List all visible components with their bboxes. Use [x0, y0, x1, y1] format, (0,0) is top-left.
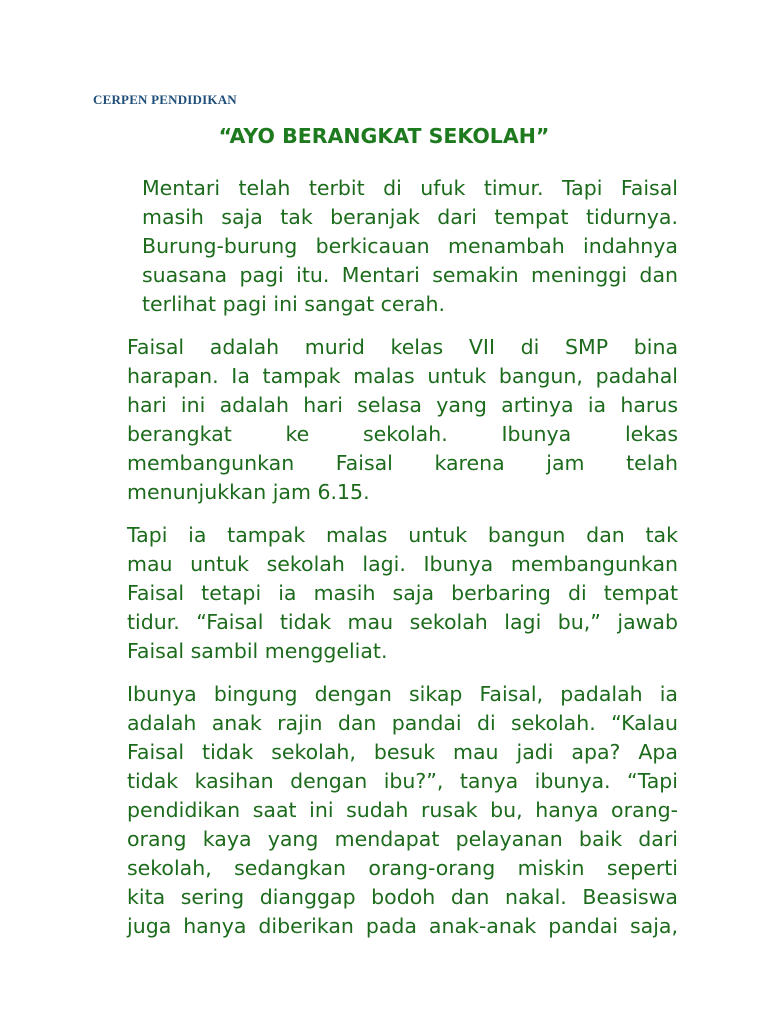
text-line: juga hanya diberikan pada anak-anak pandai saja, — [127, 914, 678, 938]
text-line: Faisal adalah murid kelas VII di SMP bina — [127, 335, 678, 359]
paragraph-1 — [92, 174, 678, 319]
text-line: adalah anak rajin dan pandai di sekolah. “Kalau — [127, 711, 678, 735]
text-line: masih saja tak beranjak dari tempat tidurnya. — [142, 205, 678, 229]
text-line: mau untuk sekolah lagi. Ibunya membangunkan — [127, 552, 678, 576]
paragraph-2 — [92, 333, 678, 507]
text-line: tidak kasihan dengan ibu?”, tanya ibunya. “Tapi — [127, 769, 678, 793]
story-body — [92, 174, 678, 955]
text-line: Faisal sambil menggeliat. — [127, 639, 388, 663]
text-line: Faisal tidak sekolah, besuk mau jadi apa? Apa — [127, 740, 678, 764]
text-line: Burung-burung berkicauan menambah indahnya — [142, 234, 678, 258]
text-line: suasana pagi itu. Mentari semakin meninggi dan — [142, 263, 678, 287]
paragraph-4 — [92, 680, 678, 941]
text-line: menunjukkan jam 6.15. — [127, 480, 370, 504]
text-line: kita sering dianggap bodoh dan nakal. Beasiswa — [127, 885, 678, 909]
text-line: tidur. “Faisal tidak mau sekolah lagi bu,” jawab — [127, 610, 678, 634]
text-line: orang kaya yang mendapat pelayanan baik dari — [127, 827, 678, 851]
document-kicker: CERPEN PENDIDIKAN — [93, 92, 237, 107]
text-line: Ibunya bingung dengan sikap Faisal, padalah ia — [127, 682, 678, 706]
story-title: “AYO BERANGKAT SEKOLAH” — [218, 124, 550, 148]
paragraph-3 — [92, 521, 678, 666]
text-line: membangunkan Faisal karena jam telah — [127, 451, 678, 475]
text-line: Mentari telah terbit di ufuk timur. Tapi Faisal — [142, 176, 678, 200]
text-line: harapan. Ia tampak malas untuk bangun, padahal — [127, 364, 678, 388]
text-line: sekolah, sedangkan orang-orang miskin seperti — [127, 856, 678, 880]
text-line: berangkat ke sekolah. Ibunya lekas — [127, 422, 678, 446]
text-line: pendidikan saat ini sudah rusak bu, hanya orang- — [127, 798, 678, 822]
text-line: terlihat pagi ini sangat cerah. — [142, 292, 446, 316]
text-line: Faisal tetapi ia masih saja berbaring di tempat — [127, 581, 678, 605]
text-line: Tapi ia tampak malas untuk bangun dan tak — [127, 523, 678, 547]
text-line: hari ini adalah hari selasa yang artinya ia harus — [127, 393, 678, 417]
